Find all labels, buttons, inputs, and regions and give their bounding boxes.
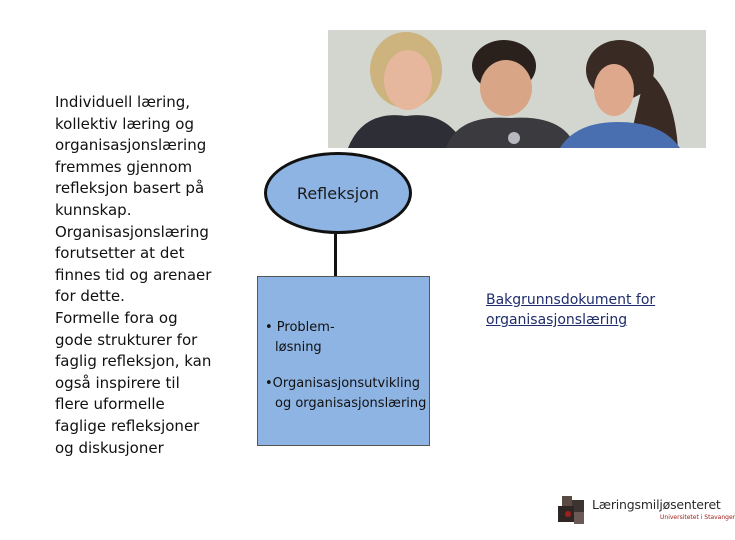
text-line: fremmes gjennom <box>55 157 193 176</box>
text-line: kunnskap. <box>55 200 132 219</box>
link-line: organisasjonslæring <box>486 312 628 328</box>
text-line: og diskusjoner <box>55 438 164 457</box>
people-photo <box>328 30 706 148</box>
bullet-box <box>257 276 430 446</box>
text-line: Individuell læring, <box>55 93 191 111</box>
bullet-problemlosning <box>265 318 335 358</box>
text-line: faglig refleksjon, kan <box>55 352 212 371</box>
refleksjon-ellipse <box>264 152 412 234</box>
bullet-line: løsning <box>275 340 322 355</box>
text-line: Organisasjonslæring <box>55 222 209 241</box>
laeringsmiljosenteret-logo <box>556 494 735 528</box>
bullet-line: • Problem- <box>265 320 335 335</box>
text-line: forutsetter at det <box>55 244 185 263</box>
logo-name: Læringsmiljøsenteret <box>592 497 721 512</box>
text-line: organisasjonslæring <box>55 136 207 155</box>
text-line: gode strukturer for <box>55 330 198 349</box>
link-line: Bakgrunnsdokument for <box>486 292 656 308</box>
background-document-link[interactable] <box>486 290 686 330</box>
left-text-block <box>55 92 230 459</box>
bullet-line: og organisasjonslæring <box>275 396 427 411</box>
text-line: Formelle fora og <box>55 308 178 327</box>
text-line: for dette. <box>55 287 125 306</box>
text-line: kollektiv læring og <box>55 114 194 133</box>
bullet-organisasjonsutvikling <box>265 374 426 414</box>
connector-line <box>334 234 337 276</box>
text-line: refleksjon basert på <box>55 179 205 198</box>
bullet-line: •Organisasjonsutvikling <box>265 376 421 391</box>
text-line: faglige refleksjoner <box>55 416 200 435</box>
logo-subtitle: Universitetet i Stavanger <box>660 514 735 521</box>
logo-mark-icon <box>556 494 590 526</box>
text-line: også inspirere til <box>55 373 180 392</box>
ellipse-label: Refleksjon <box>296 183 380 203</box>
text-line: finnes tid og arenaer <box>55 265 212 284</box>
text-line: flere uformelle <box>55 395 165 414</box>
